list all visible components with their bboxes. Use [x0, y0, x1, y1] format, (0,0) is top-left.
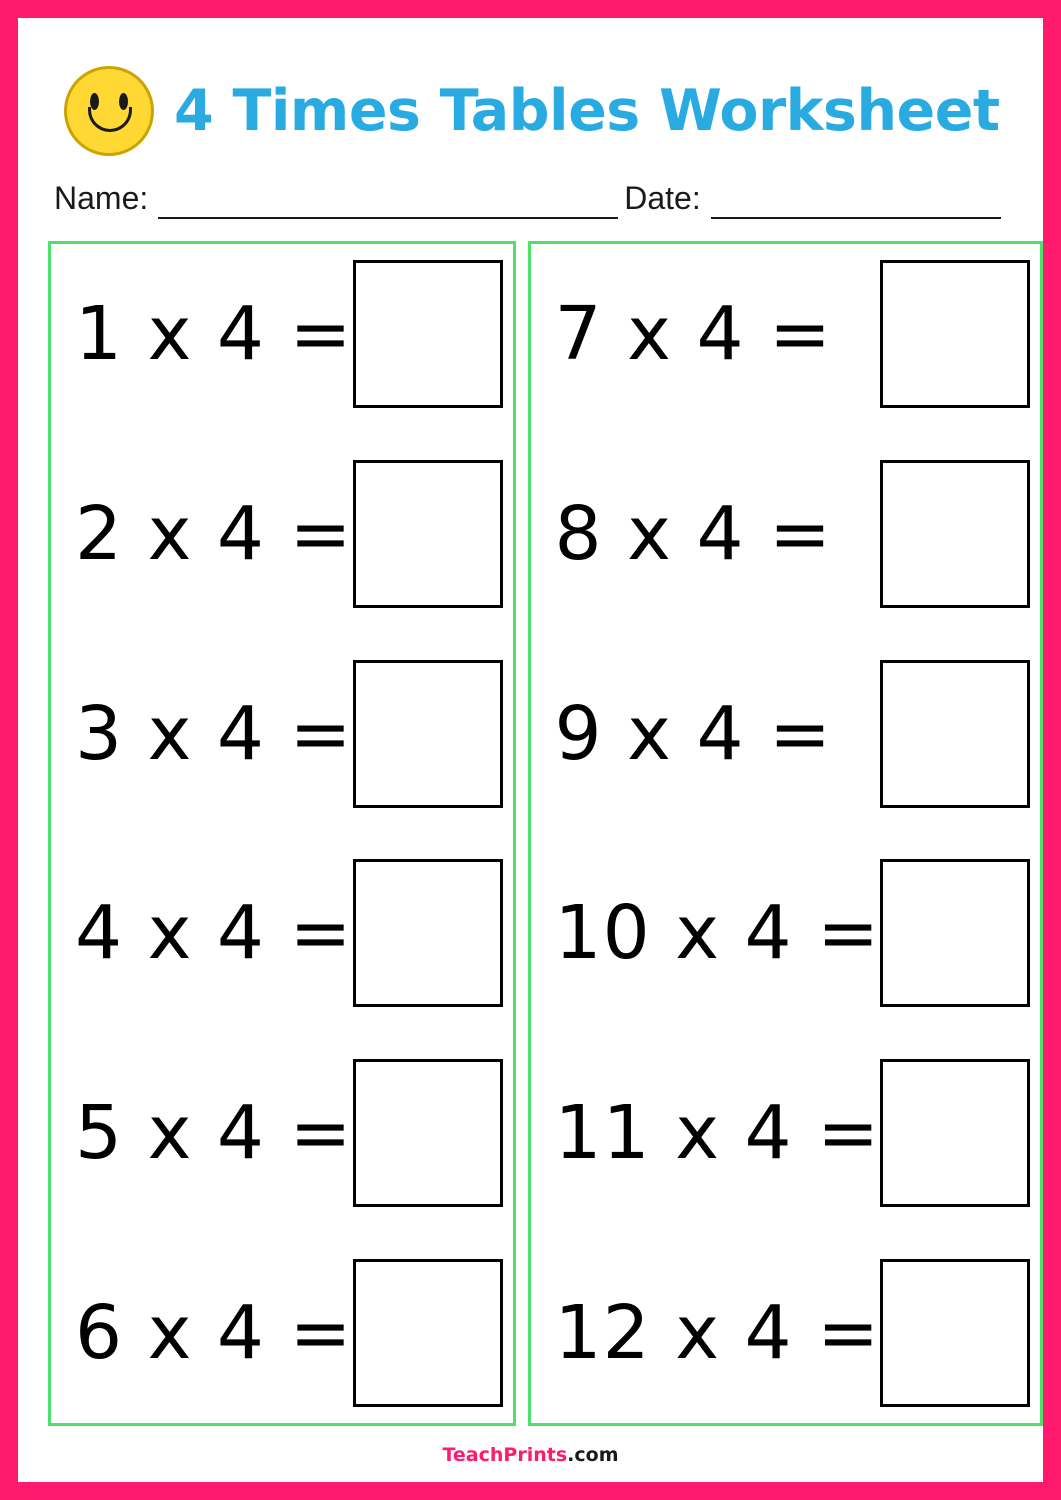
- problem-expression: 12 x 4 =: [554, 1289, 881, 1376]
- date-input[interactable]: [711, 189, 1001, 219]
- smiley-mouth: [88, 107, 132, 132]
- problem-row: [541, 857, 1031, 1009]
- worksheet-header: [48, 56, 1013, 166]
- problem-expression: 9 x 4 =: [554, 690, 833, 777]
- problem-row: [541, 458, 1031, 610]
- answer-box[interactable]: [353, 460, 503, 608]
- answer-box[interactable]: [880, 660, 1030, 808]
- answer-box[interactable]: [353, 260, 503, 408]
- problem-expression: 6 x 4 =: [75, 1289, 353, 1376]
- answer-box[interactable]: [353, 1059, 503, 1207]
- problem-expression: 4 x 4 =: [75, 890, 353, 977]
- problems-area: [48, 241, 1013, 1426]
- date-label: Date:: [624, 180, 701, 216]
- problem-column-right: [528, 241, 1044, 1426]
- problem-row: [541, 658, 1031, 810]
- answer-box[interactable]: [880, 859, 1030, 1007]
- problem-expression: 5 x 4 =: [75, 1090, 353, 1177]
- problem-expression: 2 x 4 =: [75, 490, 353, 577]
- problem-row: [61, 1257, 503, 1409]
- answer-box[interactable]: [353, 660, 503, 808]
- brand-domain: .com: [567, 1444, 619, 1466]
- problem-expression: 1 x 4 =: [75, 291, 353, 377]
- answer-box[interactable]: [880, 1259, 1030, 1407]
- answer-box[interactable]: [880, 260, 1030, 408]
- brand-text: TeachPrints: [442, 1444, 568, 1466]
- answer-box[interactable]: [880, 460, 1030, 608]
- problem-expression: 8 x 4 =: [554, 490, 833, 577]
- problem-row: [61, 258, 503, 410]
- problem-column-left: [48, 241, 516, 1426]
- answer-box[interactable]: [880, 1059, 1030, 1207]
- answer-box[interactable]: [353, 1259, 503, 1407]
- problem-row: [61, 857, 503, 1009]
- smiley-face-icon: [64, 66, 154, 156]
- problem-expression: 11 x 4 =: [554, 1090, 881, 1177]
- problem-expression: 3 x 4 =: [75, 690, 353, 777]
- problem-expression: 7 x 4 =: [554, 291, 833, 377]
- worksheet-footer: [48, 1426, 1013, 1472]
- problem-row: [61, 658, 503, 810]
- name-date-row: [48, 166, 1013, 219]
- brand-name: [442, 1444, 618, 1466]
- problem-row: [541, 258, 1031, 410]
- problem-row: [541, 1257, 1031, 1409]
- name-label: Name:: [54, 180, 149, 216]
- problem-row: [61, 458, 503, 610]
- worksheet-sheet: [18, 18, 1043, 1482]
- problem-expression: 10 x 4 =: [554, 890, 881, 977]
- problem-row: [541, 1057, 1031, 1209]
- page-title: 4 Times Tables Worksheet: [174, 78, 1000, 144]
- name-input[interactable]: [158, 189, 618, 219]
- answer-box[interactable]: [353, 859, 503, 1007]
- problem-row: [61, 1057, 503, 1209]
